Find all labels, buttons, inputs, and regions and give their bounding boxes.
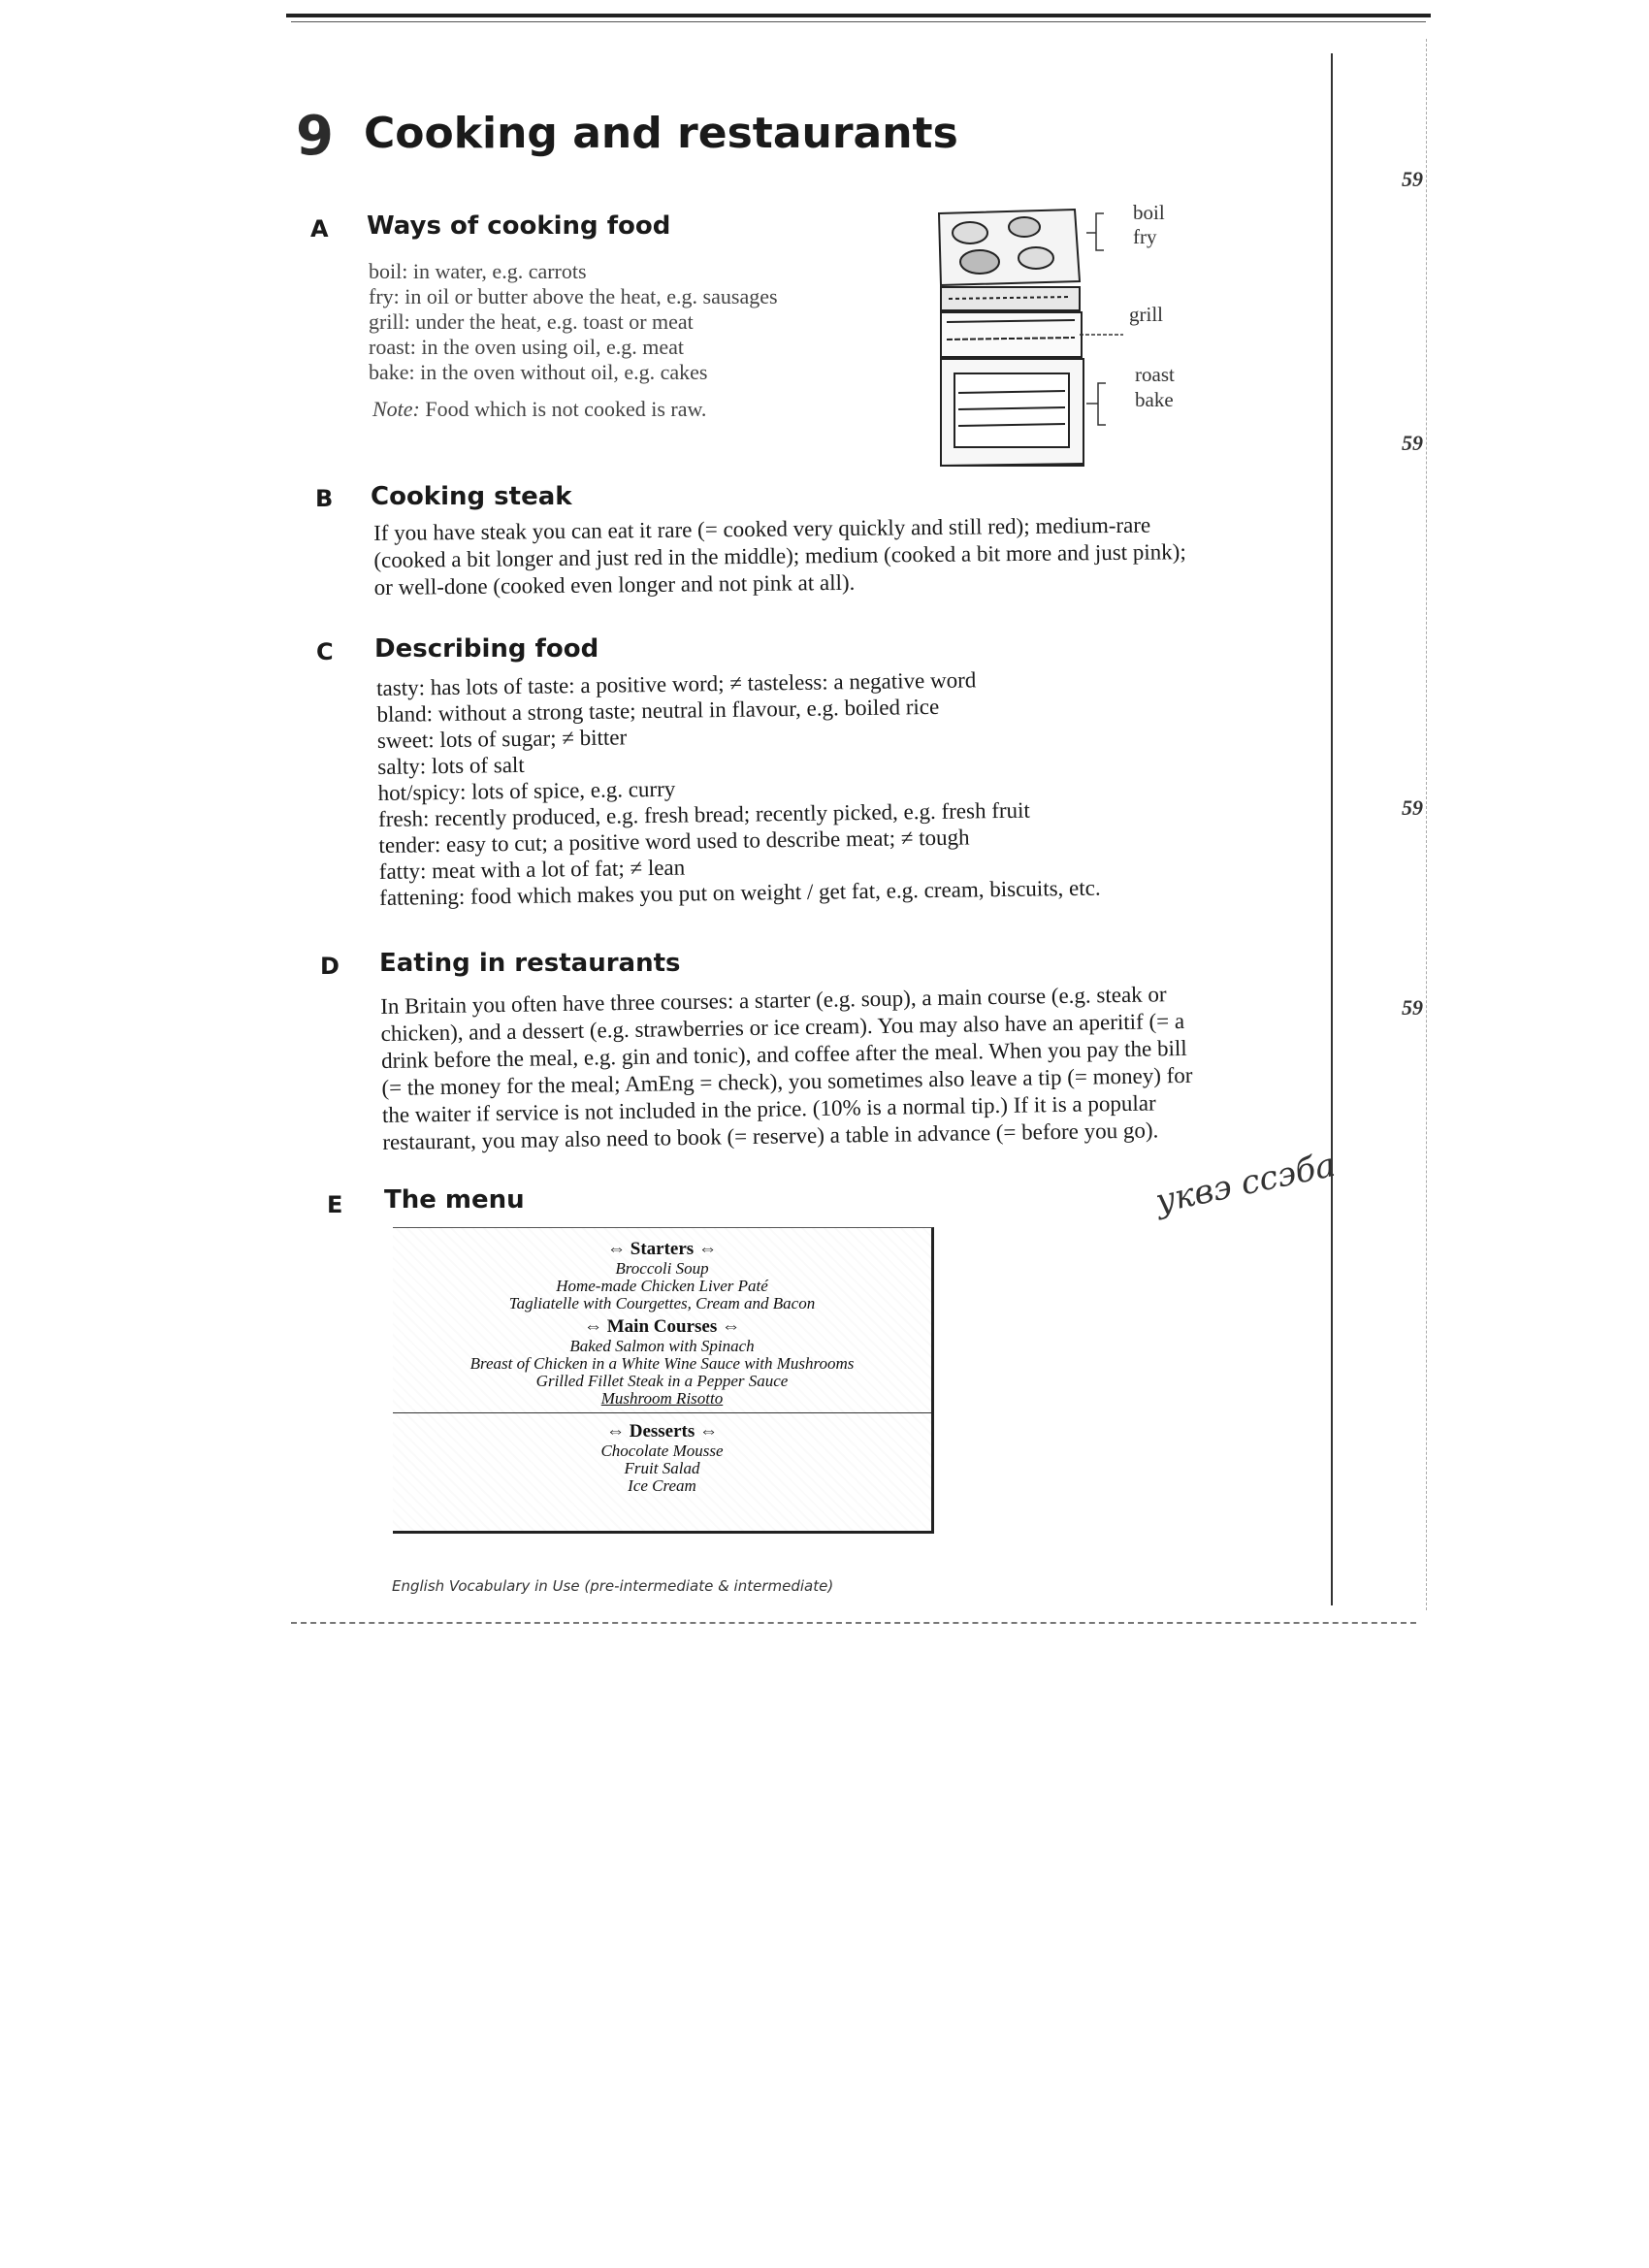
menu-card [393, 1227, 934, 1534]
page-title: Cooking and restaurants [364, 109, 958, 158]
bottom-rule [291, 1622, 1416, 1625]
food-description-line: sweet: lots of sugar; ≠ bitter [376, 725, 628, 753]
food-description-line: salty: lots of salt [377, 752, 525, 779]
label-fry: fry [1133, 225, 1157, 248]
paragraph-line: In Britain you often have three courses: a starter (e.g. soup), a main course (e.g. steak or [380, 982, 1167, 1019]
section-a-title: Ways of cooking food [367, 211, 671, 241]
next-page-edge [1426, 39, 1428, 1610]
food-description-line: bland: without a strong taste; neutral in flavour, e.g. boiled rice [376, 694, 940, 727]
paragraph-line: If you have steak you can eat it rare (= cooked very quickly and still red); medium-rare [373, 512, 1151, 545]
margin-number: 59 [1402, 167, 1423, 191]
menu-item: Fruit Salad [624, 1459, 700, 1477]
section-a-note [372, 396, 706, 422]
menu-item: Mushroom Risotto [600, 1389, 724, 1408]
label-roast: roast [1135, 363, 1175, 386]
menu-heading-mains: ⇔ Main Courses ⇔ [584, 1316, 740, 1337]
menu-item: Grilled Fillet Steak in a Pepper Sauce [535, 1372, 789, 1390]
menu-item: Home-made Chicken Liver Paté [556, 1277, 768, 1295]
food-description-line: tasty: has lots of taste: a positive word; ≠ tasteless: a negative word [376, 667, 977, 700]
label-boil: boil [1133, 201, 1165, 224]
section-b-body [373, 511, 1186, 601]
section-b-title: Cooking steak [371, 482, 572, 511]
section-b-letter: B [315, 485, 334, 512]
margin-number: 59 [1402, 795, 1423, 820]
menu-item: Tagliatelle with Courgettes, Cream and Bacon [508, 1294, 816, 1312]
handwritten-note: уквэ ссэба [1151, 1145, 1339, 1222]
menu-item: Baked Salmon with Spinach [569, 1337, 755, 1355]
food-description-line: fresh: recently produced, e.g. fresh bread; recently picked, e.g. fresh fruit [377, 797, 1031, 831]
section-a-letter: A [310, 215, 329, 243]
menu-item: Ice Cream [628, 1476, 696, 1495]
cooking-method-line: roast: in the oven using oil, e.g. meat [369, 335, 685, 359]
paragraph-line: drink before the meal, e.g. gin and tonic), and coffee after the meal. When you pay the bill [380, 1035, 1187, 1073]
paragraph-line: (cooked a bit longer and just red in the middle); medium (cooked a bit more and just pink); [373, 539, 1186, 572]
paragraph-line: or well-done (cooked even longer and not pink at all). [373, 569, 856, 599]
margin-number: 59 [1402, 431, 1423, 455]
menu-divider [393, 1412, 931, 1413]
section-d-letter: D [320, 953, 340, 980]
note-label: Note: [372, 397, 420, 421]
top-rule-thin [291, 21, 1426, 22]
cooking-method-line: bake: in the oven without oil, e.g. cakes [369, 360, 708, 384]
section-d-title: Eating in restaurants [379, 949, 681, 978]
note-text: Food which is not cooked is raw. [425, 397, 707, 421]
food-description-line: fattening: food which makes you put on weight / get fat, e.g. cream, biscuits, etc. [379, 875, 1101, 910]
food-description-line: hot/spicy: lots of spice, e.g. curry [377, 776, 676, 805]
menu-heading-starters: ⇔ Starters ⇔ [607, 1239, 717, 1259]
unit-number: 9 [296, 105, 334, 168]
paragraph-line: restaurant, you may also need to book (= reserve) a table in advance (= before you go). [382, 1118, 1159, 1154]
section-c-title: Describing food [374, 634, 599, 664]
label-bake: bake [1135, 388, 1174, 411]
cooking-method-line: boil: in water, e.g. carrots [369, 259, 587, 283]
paragraph-line: chicken), and a dessert (e.g. strawberries or ice cream). You may also have an aperitif (= a [380, 1008, 1185, 1046]
food-description-line: tender: easy to cut; a positive word used to describe meat; ≠ tough [378, 825, 970, 858]
food-description-line: fatty: meat with a lot of fat; ≠ lean [378, 855, 686, 884]
top-rule [286, 14, 1431, 17]
menu-item: Breast of Chicken in a White Wine Sauce with Mushrooms [469, 1354, 855, 1373]
page-spine-rule [1331, 53, 1333, 1605]
menu-item: Chocolate Mousse [600, 1442, 724, 1460]
menu-item: Broccoli Soup [615, 1259, 709, 1278]
paragraph-line: the waiter if service is not included in the price. (10% is a normal tip.) If it is a popular [381, 1090, 1156, 1127]
menu-heading-desserts: ⇔ Desserts ⇔ [605, 1421, 719, 1442]
margin-number: 59 [1402, 995, 1423, 1020]
book-footer: English Vocabulary in Use (pre-intermediate & intermediate) [392, 1577, 834, 1595]
section-d-body [380, 981, 1194, 1156]
section-c-body [376, 665, 1101, 911]
paragraph-line: (= the money for the meal; AmEng = check), you sometimes also leave a tip (= money) for [381, 1062, 1193, 1100]
cooking-method-line: fry: in oil or butter above the heat, e.g. sausages [369, 284, 778, 308]
section-e-title: The menu [384, 1185, 525, 1215]
section-e-letter: E [327, 1191, 343, 1218]
cooking-method-line: grill: under the heat, e.g. toast or meat [369, 309, 694, 334]
section-c-letter: C [316, 638, 334, 665]
label-grill: grill [1129, 303, 1163, 326]
